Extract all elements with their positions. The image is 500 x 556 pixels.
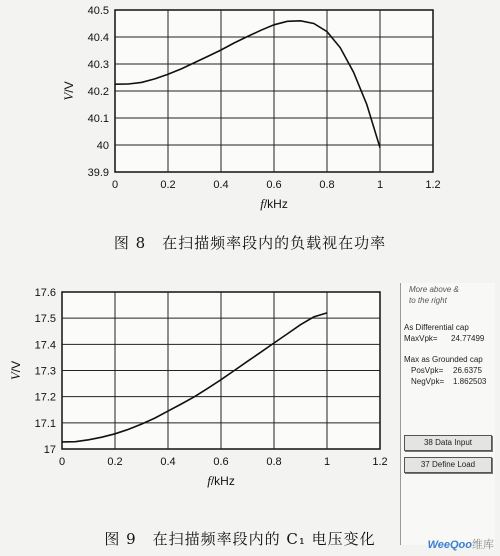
fig8-y-tick-label: 40.3 <box>87 59 109 71</box>
watermark <box>428 536 494 552</box>
fig8-y-axis-label <box>61 81 76 100</box>
neg-vpk-value: 1.862503 <box>453 377 487 386</box>
fig8-x-tick-label: 0 <box>111 179 119 191</box>
fig9-y-tick-label: 17.2 <box>34 391 56 404</box>
fig9-y-tick-label: 17.3 <box>34 365 56 378</box>
fig9-y-axis-label <box>8 361 23 380</box>
fig9-x-tick-label: 0 <box>58 456 66 468</box>
fig8-x-tick-label: 0.4 <box>213 179 229 191</box>
fig9-x-axis-label <box>207 473 235 488</box>
fig8-x-axis-symbol: f <box>260 196 264 211</box>
fig8-y-tick-label: 40.5 <box>87 5 109 17</box>
results-side-panel <box>400 283 495 545</box>
fig8-x-tick-label: 1 <box>376 179 384 191</box>
fig9-y-tick-label: 17.5 <box>34 313 56 326</box>
fig9-x-tick-label: 0.2 <box>107 456 123 468</box>
pos-vpk-value: 26.6375 <box>453 366 482 375</box>
watermark-suffix: 维库 <box>472 539 494 551</box>
figure-8-caption: 图 8 在扫描频率段内的负载视在功率 <box>113 234 387 252</box>
fig9-y-axis-symbol: V <box>8 372 23 381</box>
fig8-y-tick-label: 39.9 <box>87 167 109 179</box>
fig8-y-tick-label: 40.4 <box>87 32 109 44</box>
max-vpk-value: 24.77499 <box>451 334 485 343</box>
define-load-button[interactable]: 37 Define Load <box>404 457 492 473</box>
figure-8-chart <box>0 0 500 225</box>
fig9-x-tick-label: 0.8 <box>266 456 282 468</box>
fig9-x-tick-label: 0.6 <box>213 456 229 468</box>
figure-9-caption: 图 9 在扫描频率段内的 C₁ 电压变化 <box>104 530 376 548</box>
fig8-x-axis-unit: /kHz <box>263 197 288 211</box>
differential-cap-header: As Differential cap <box>404 323 469 332</box>
fig8-x-tick-label: 1.2 <box>425 179 441 191</box>
max-vpk-label: MaxVpk= <box>404 334 438 343</box>
fig8-y-axis-unit: /V <box>62 81 76 93</box>
fig8-y-tick-label: 40 <box>96 140 109 152</box>
fig8-y-axis-symbol: V <box>61 92 76 101</box>
fig9-y-tick-label: 17.4 <box>34 339 56 352</box>
fig8-x-tick-label: 0.2 <box>160 179 176 191</box>
fig8-x-tick-label: 0.6 <box>266 179 282 191</box>
fig8-y-tick-label: 40.2 <box>87 86 109 98</box>
fig8-x-axis-label <box>260 196 288 211</box>
fig9-x-axis-unit: /kHz <box>210 474 235 488</box>
neg-vpk-label: NegVpk= <box>411 377 445 386</box>
grounded-cap-header: Max as Grounded cap <box>404 355 483 364</box>
note-line-2: to the right <box>409 296 447 305</box>
fig9-y-axis-unit: /V <box>9 360 23 373</box>
fig8-y-tick-label: 40.1 <box>87 113 109 125</box>
fig9-x-axis-symbol: f <box>207 473 211 488</box>
fig8-x-tick-label: 0.8 <box>319 179 335 191</box>
fig9-y-tick-label: 17.1 <box>34 417 56 430</box>
fig9-y-tick-label: 17 <box>43 444 56 456</box>
fig9-x-tick-label: 1.2 <box>372 456 388 468</box>
fig9-x-tick-label: 0.4 <box>160 456 176 468</box>
note-line-1: More above & <box>409 285 459 294</box>
figure-8 <box>0 0 500 262</box>
fig9-y-tick-label: 17.6 <box>34 287 56 299</box>
pos-vpk-label: PosVpk= <box>411 366 444 375</box>
watermark-brand: WeeQoo <box>427 539 472 551</box>
data-input-button[interactable]: 38 Data Input <box>404 435 492 451</box>
figure-9-chart <box>0 278 400 513</box>
fig9-x-tick-label: 1 <box>323 456 331 468</box>
